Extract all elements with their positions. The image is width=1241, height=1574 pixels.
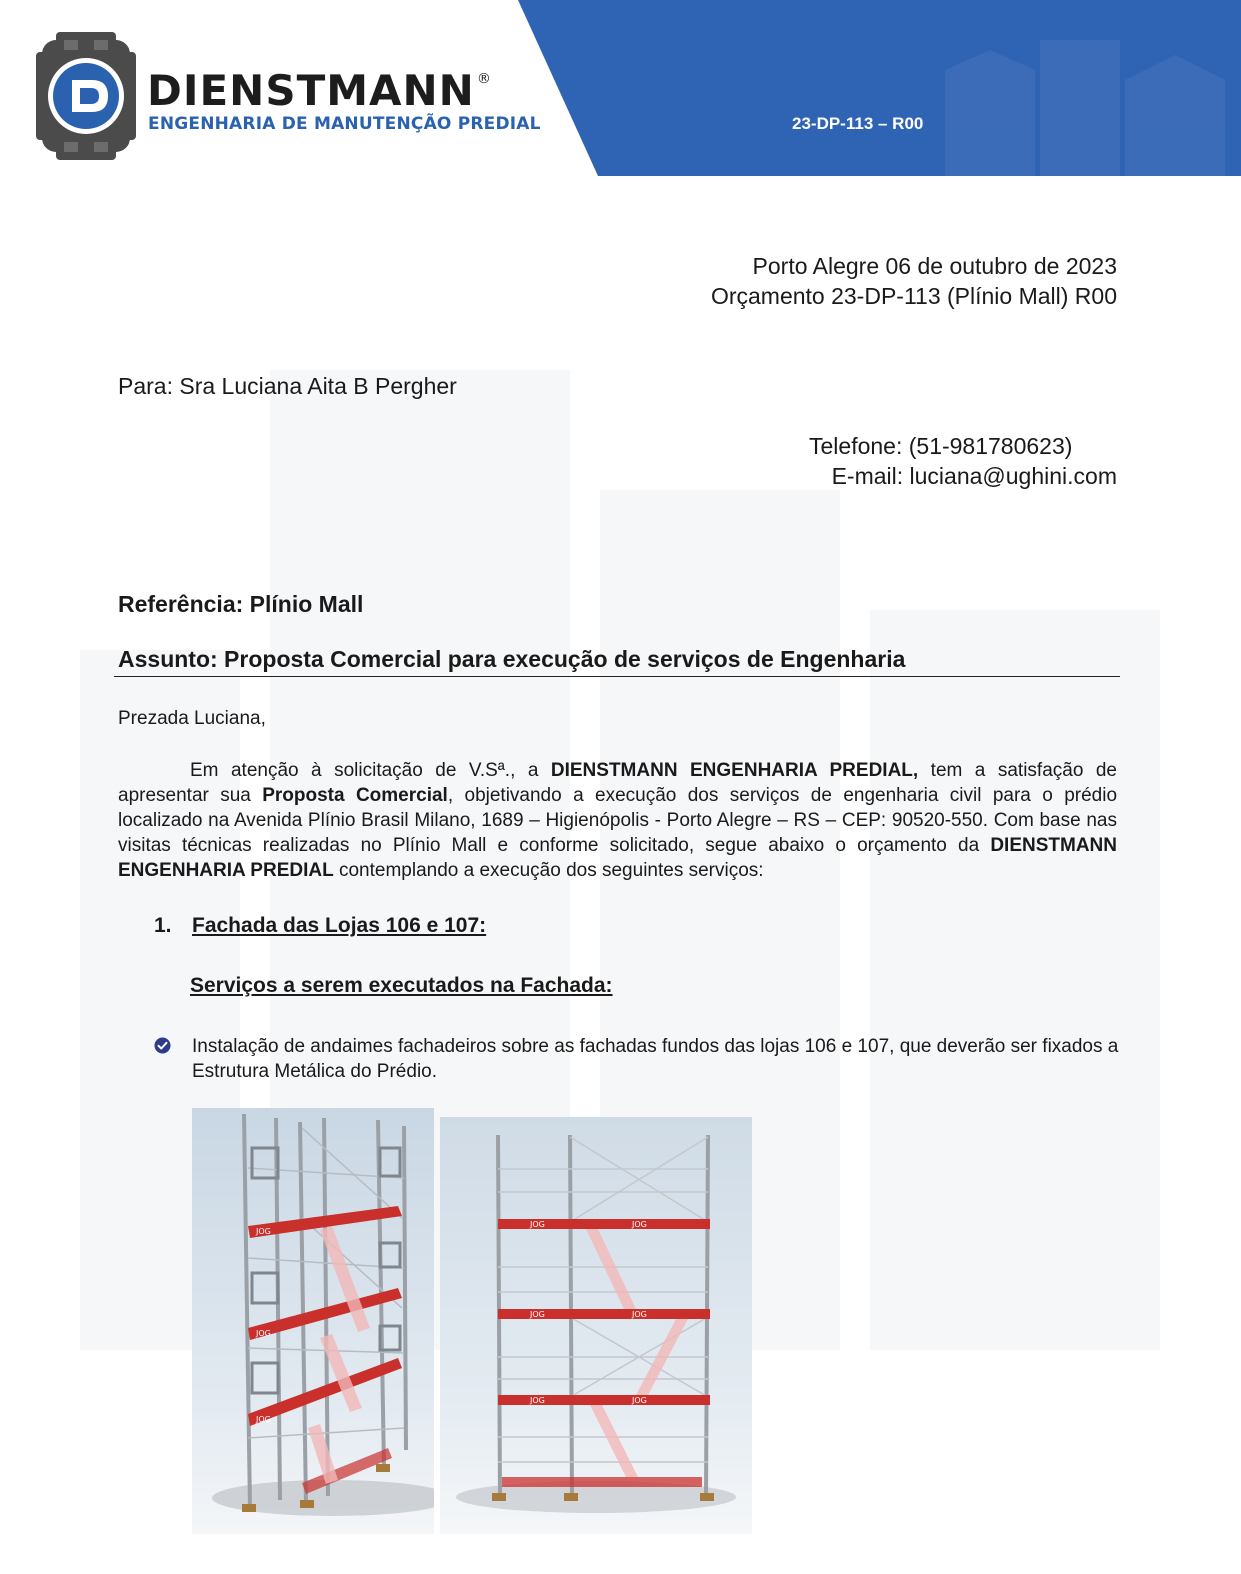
- reference-heading: Referência: Plínio Mall: [118, 591, 364, 617]
- recipient-line: Para: Sra Luciana Aita B Pergher: [118, 373, 457, 399]
- subject-heading: Assunto: Proposta Comercial para execução de serviços de Engenharia: [118, 646, 906, 672]
- date-line: Porto Alegre 06 de outubro de 2023: [752, 253, 1117, 279]
- proposal-term: Proposta Comercial: [262, 785, 448, 806]
- phone-line: Telefone: (51-981780623): [809, 433, 1073, 459]
- company-logo-icon: [34, 30, 138, 162]
- brand-name: DIENSTMANN ®: [147, 66, 492, 115]
- scaffold-front-photo: [440, 1117, 752, 1534]
- plank-label: JOG: [530, 1220, 545, 1229]
- plank-label: JOG: [530, 1310, 545, 1319]
- company-name: DIENSTMANN ENGENHARIA PREDIAL,: [550, 760, 919, 781]
- company-name: DIENSTMANN ENGENHARIA PREDIAL: [118, 835, 1117, 881]
- quote-line: Orçamento 23-DP-113 (Plínio Mall) R00: [710, 283, 1117, 309]
- scaffold-perspective-photo: [192, 1108, 434, 1534]
- subject-divider: [114, 676, 1120, 677]
- bullet-item: Instalação de andaimes fachadeiros sobre as fachadas fundos das lojas 106 e 107, que deverão ser fixados a Estrutura Metálica do Prédio.: [192, 1036, 1119, 1082]
- greeting: Prezada Luciana,: [118, 708, 266, 729]
- plank-label: JOG: [632, 1396, 647, 1405]
- plank-label: JOG: [256, 1329, 271, 1338]
- plank-label: JOG: [632, 1310, 647, 1319]
- document-code: 23-DP-113 – R00: [792, 114, 924, 133]
- plank-label: JOG: [256, 1415, 271, 1424]
- section-title: Fachada das Lojas 106 e 107:: [192, 914, 487, 937]
- section-subtitle: Serviços a serem executados na Fachada:: [190, 974, 613, 997]
- email-line: E-mail: luciana@ughini.com: [831, 463, 1117, 489]
- plank-label: JOG: [632, 1220, 647, 1229]
- plank-label: JOG: [256, 1227, 271, 1236]
- plank-label: JOG: [530, 1396, 545, 1405]
- check-circle-icon: [154, 1037, 171, 1054]
- section-number: 1.: [154, 914, 172, 937]
- brand-tagline: ENGENHARIA DE MANUTENÇÃO PREDIAL: [148, 114, 541, 134]
- intro-paragraph: Em atenção à solicitação de V.Sª., a DIENSTMANN ENGENHARIA PREDIAL, tem a satisfação de apresentar sua Proposta Comercial, objetivando a execução dos serviços de engenharia civil para o prédio localizado na Avenida Plínio Brasil Milano, 1689 – Higienópolis - Porto Alegre – RS – CEP: 90520-550. Com base nas visitas técnicas realizadas no Plínio Mall e conforme solicitado, segue abaixo o orçamento da DIENSTMANN ENGENHARIA PREDIAL contemplando a execução dos seguintes serviços:: [118, 760, 1118, 881]
